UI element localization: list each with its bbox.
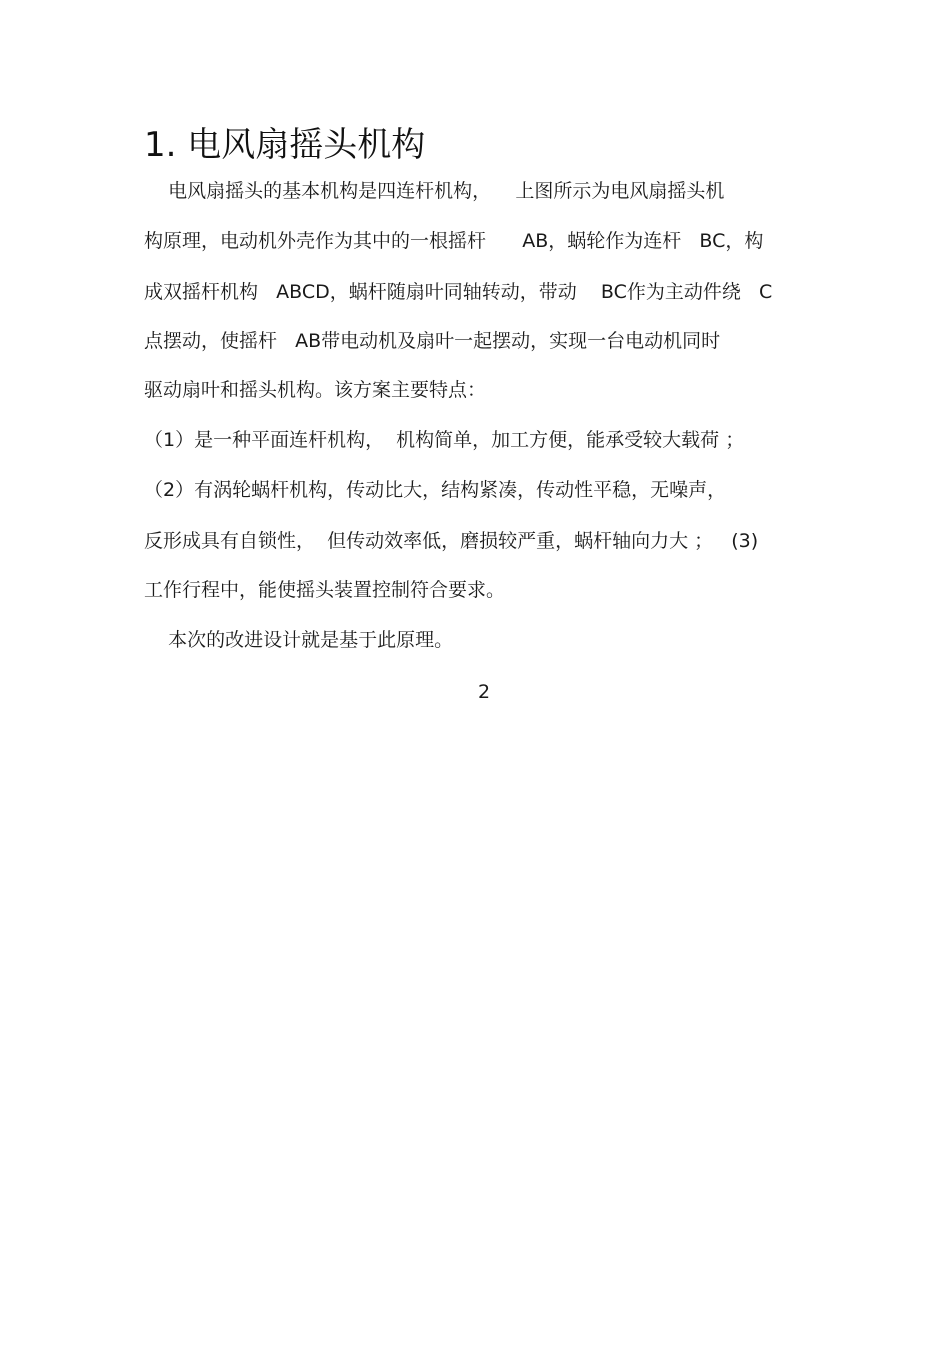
body-line-8: 反形成具有自锁性， 但传动效率低，磨损较严重，蜗杆轴向力大 ； (3): [144, 530, 759, 552]
body-line-10: 本次的改进设计就是基于此原理。: [144, 629, 454, 651]
section-heading: 1. 电风扇摇头机构: [144, 125, 426, 165]
body-line-5: 驱动扇叶和摇头机构。该方案主要特点：: [144, 379, 487, 401]
body-line-4: 点摆动，使摇杆 AB带电动机及扇叶一起摆动，实现一台电动机同时: [144, 330, 721, 352]
body-line-6: （1）是一种平面连杆机构， 机构简单，加工方便，能承受较大载荷 ；: [144, 429, 745, 451]
body-line-1: 电风扇摇头的基本机构是四连杆机构， 上图所示为电风扇摇头机: [144, 180, 725, 202]
body-line-9: 工作行程中，能使摇头装置控制符合要求。: [144, 579, 506, 601]
body-line-3: 成双摇杆机构 ABCD，蜗杆随扇叶同轴转动，带动 BC作为主动件绕 C: [144, 281, 773, 303]
body-line-2: 构原理，电动机外壳作为其中的一根摇杆 AB，蜗轮作为连杆 BC，构: [144, 230, 764, 252]
body-line-7: （2）有涡轮蜗杆机构，传动比大，结构紧凑，传动性平稳，无噪声，: [144, 479, 727, 501]
page-number: 2: [478, 681, 491, 703]
